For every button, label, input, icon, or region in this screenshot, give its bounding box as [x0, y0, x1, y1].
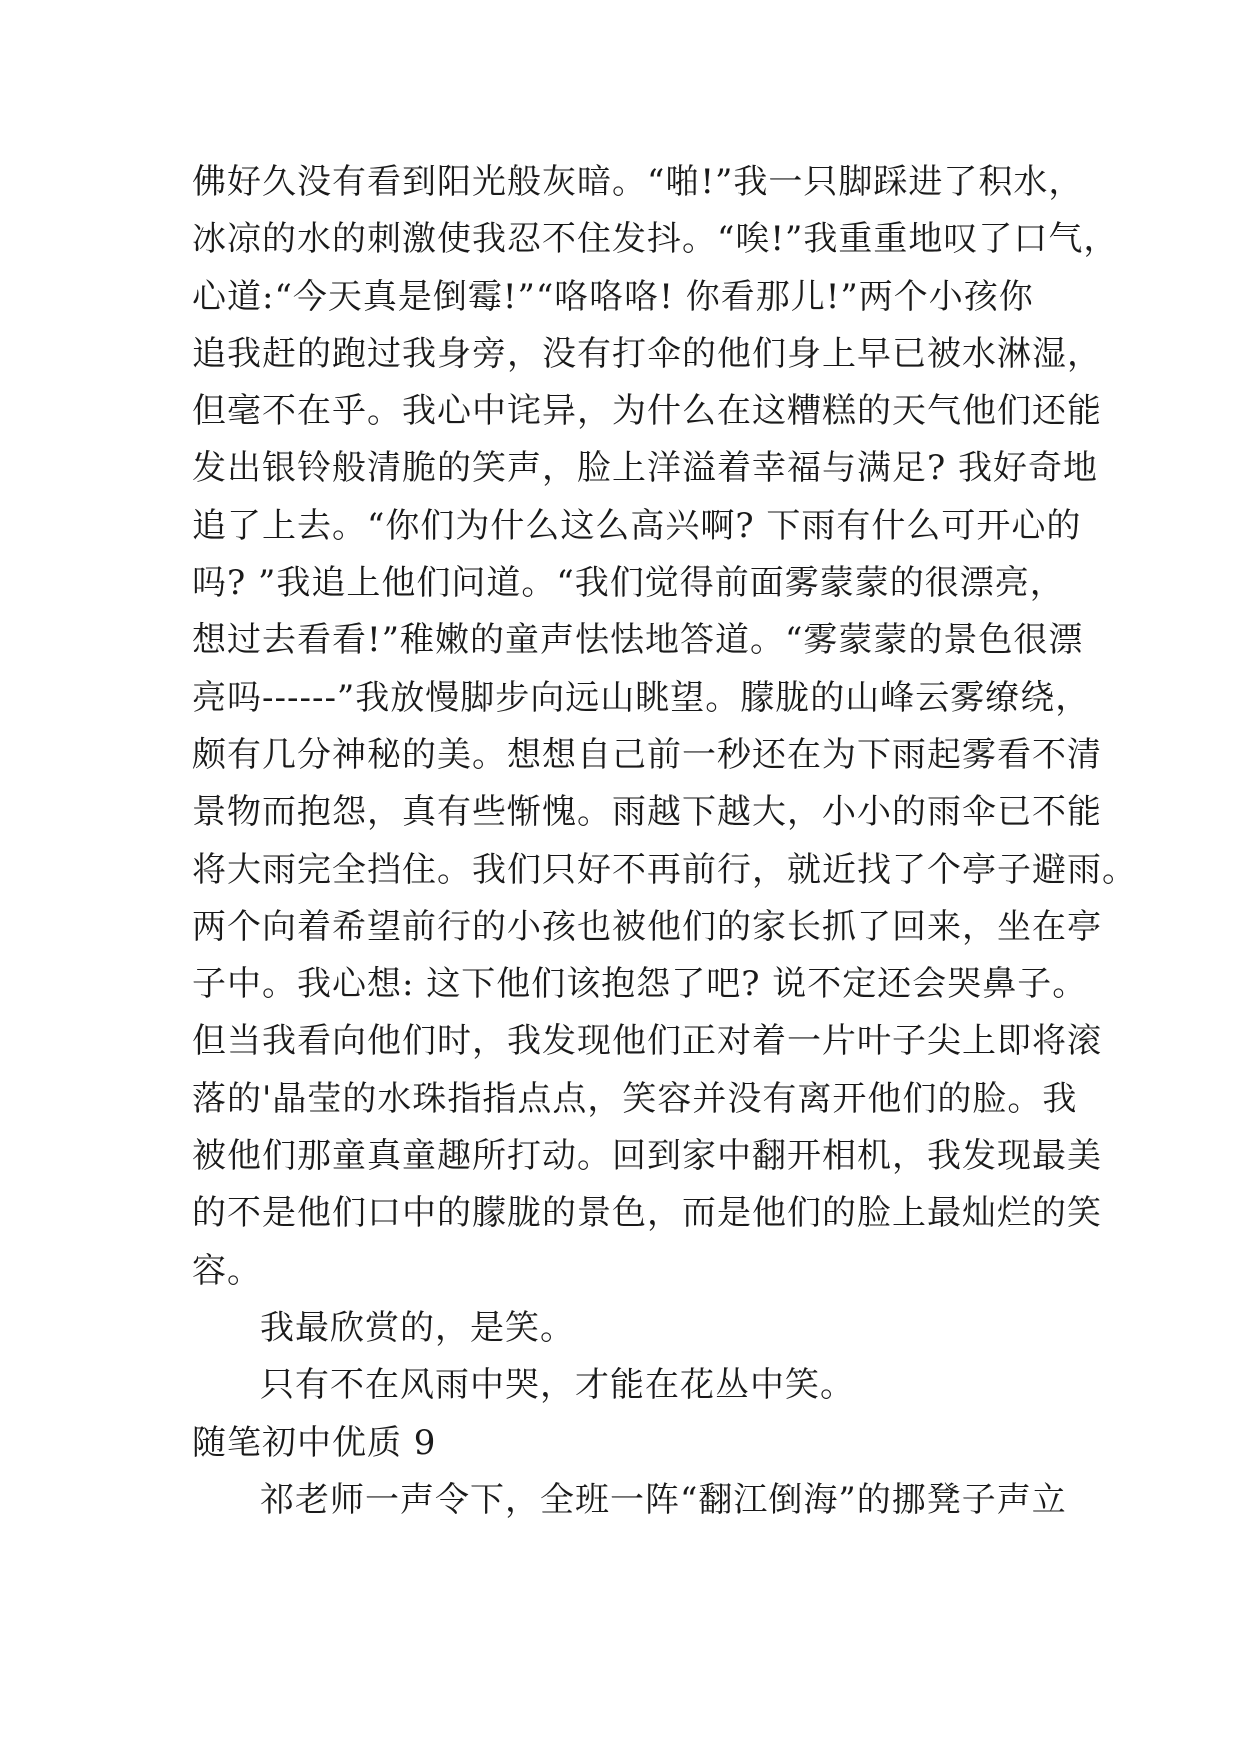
text-line: 冰凉的水的刺激使我忍不住发抖。“唉!”我重重地叹了口气， [192, 219, 1119, 260]
text-line: 佛好久没有看到阳光般灰暗。“啪!”我一只脚踩进了积水， [192, 162, 1084, 202]
text-line: 亮吗------”我放慢脚步向远山眺望。朦胧的山峰云雾缭绕， [192, 677, 1091, 718]
text-line: 将大雨完全挡住。我们只好不再前行，就近找了个亭子避雨。 [192, 849, 1137, 890]
text-line: 的不是他们口中的朦胧的景色，而是他们的脸上最灿烂的笑 [192, 1193, 1102, 1234]
text-line: 容。 [192, 1250, 262, 1291]
text-line: 心道:“今天真是倒霉!”“咯咯咯! 你看那儿!”两个小孩你 [192, 276, 1034, 317]
text-line: 但毫不在乎。我心中诧异，为什么在这糟糕的天气他们还能 [192, 391, 1102, 432]
text-line: 追了上去。“你们为什么这么高兴啊? 下雨有什么可开心的 [192, 505, 1082, 546]
paragraph-text: 祁老师一声令下，全班一阵“翻江倒海”的挪凳子声立 [260, 1479, 1067, 1520]
text-line: 但当我看向他们时，我发现他们正对着一片叶子尖上即将滚 [192, 1021, 1102, 1062]
text-line: 景物而抱怨，真有些惭愧。雨越下越大，小小的雨伞已不能 [192, 792, 1102, 833]
text-line: 被他们那童真童趣所打动。回到家中翻开相机，我发现最美 [192, 1136, 1102, 1177]
text-line: 子中。我心想: 这下他们该抱怨了吧? 说不定还会哭鼻子。 [192, 964, 1088, 1005]
section-heading: 随笔初中优质 9 [192, 1422, 437, 1463]
text-line: 想过去看看!”稚嫩的童声怯怯地答道。“雾蒙蒙的景色很漂 [192, 620, 1084, 661]
document-body [192, 154, 1192, 1529]
paragraph-text: 只有不在风雨中哭，才能在花丛中笑。 [260, 1365, 855, 1406]
text-line: 两个向着希望前行的小孩也被他们的家长抓了回来，坐在亭 [192, 906, 1102, 947]
text-line: 发出银铃般清脆的笑声，脸上洋溢着幸福与满足? 我好奇地 [192, 448, 1099, 489]
text-line: 落的'晶莹的水珠指指点点，笑容并没有离开他们的脸。我 [192, 1078, 1078, 1119]
text-line: 吗? ”我追上他们问道。“我们觉得前面雾蒙蒙的很漂亮， [192, 563, 1065, 604]
paragraph-text: 我最欣赏的，是笑。 [260, 1307, 575, 1348]
text-line: 颇有几分神秘的美。想想自己前一秒还在为下雨起雾看不清 [192, 734, 1102, 775]
text-line: 追我赶的跑过我身旁，没有打伞的他们身上早已被水淋湿， [192, 333, 1102, 374]
